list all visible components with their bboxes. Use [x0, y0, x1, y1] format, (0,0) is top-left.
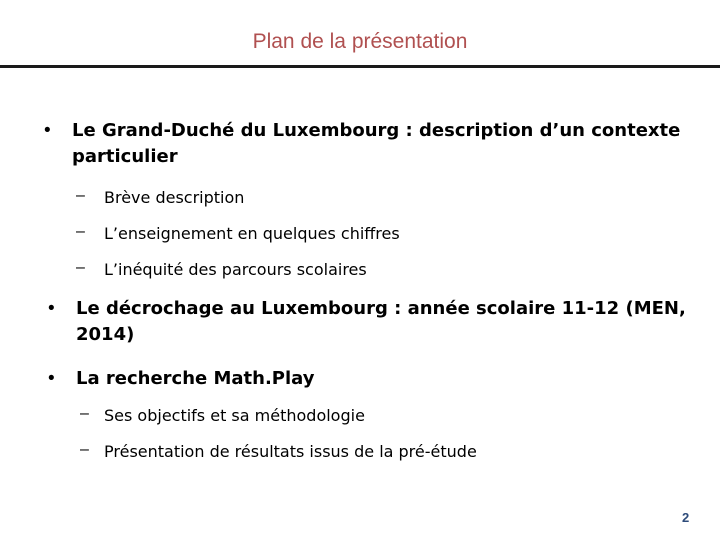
- dash-icon: –: [76, 259, 85, 276]
- outline-item-mathplay: La recherche Math.Play: [76, 368, 315, 389]
- dash-icon: –: [76, 187, 85, 204]
- outline-item-context: Le Grand-Duché du Luxembourg : description d’un contexte particulier: [72, 120, 681, 167]
- bullet-icon: •: [48, 298, 55, 319]
- dash-icon: –: [76, 223, 85, 240]
- bullet-icon: •: [48, 368, 55, 389]
- subitem-enseignement-chiffres: L’enseignement en quelques chiffres: [104, 224, 400, 243]
- dash-icon: –: [80, 441, 89, 458]
- page-number: 2: [682, 510, 690, 525]
- subitem-inequite-parcours: L’inéquité des parcours scolaires: [104, 260, 367, 279]
- slide-title: Plan de la présentation: [252, 30, 468, 53]
- bullet-icon: •: [44, 120, 51, 141]
- subitem-breve-description: Brève description: [104, 188, 245, 207]
- subitem-objectifs-methodologie: Ses objectifs et sa méthodologie: [104, 406, 365, 425]
- dash-icon: –: [80, 405, 89, 422]
- subitem-resultats-pre-etude: Présentation de résultats issus de la pré-étude: [104, 442, 477, 461]
- outline-item-decrochage: Le décrochage au Luxembourg : année scolaire 11-12 (MEN, 2014): [76, 298, 686, 345]
